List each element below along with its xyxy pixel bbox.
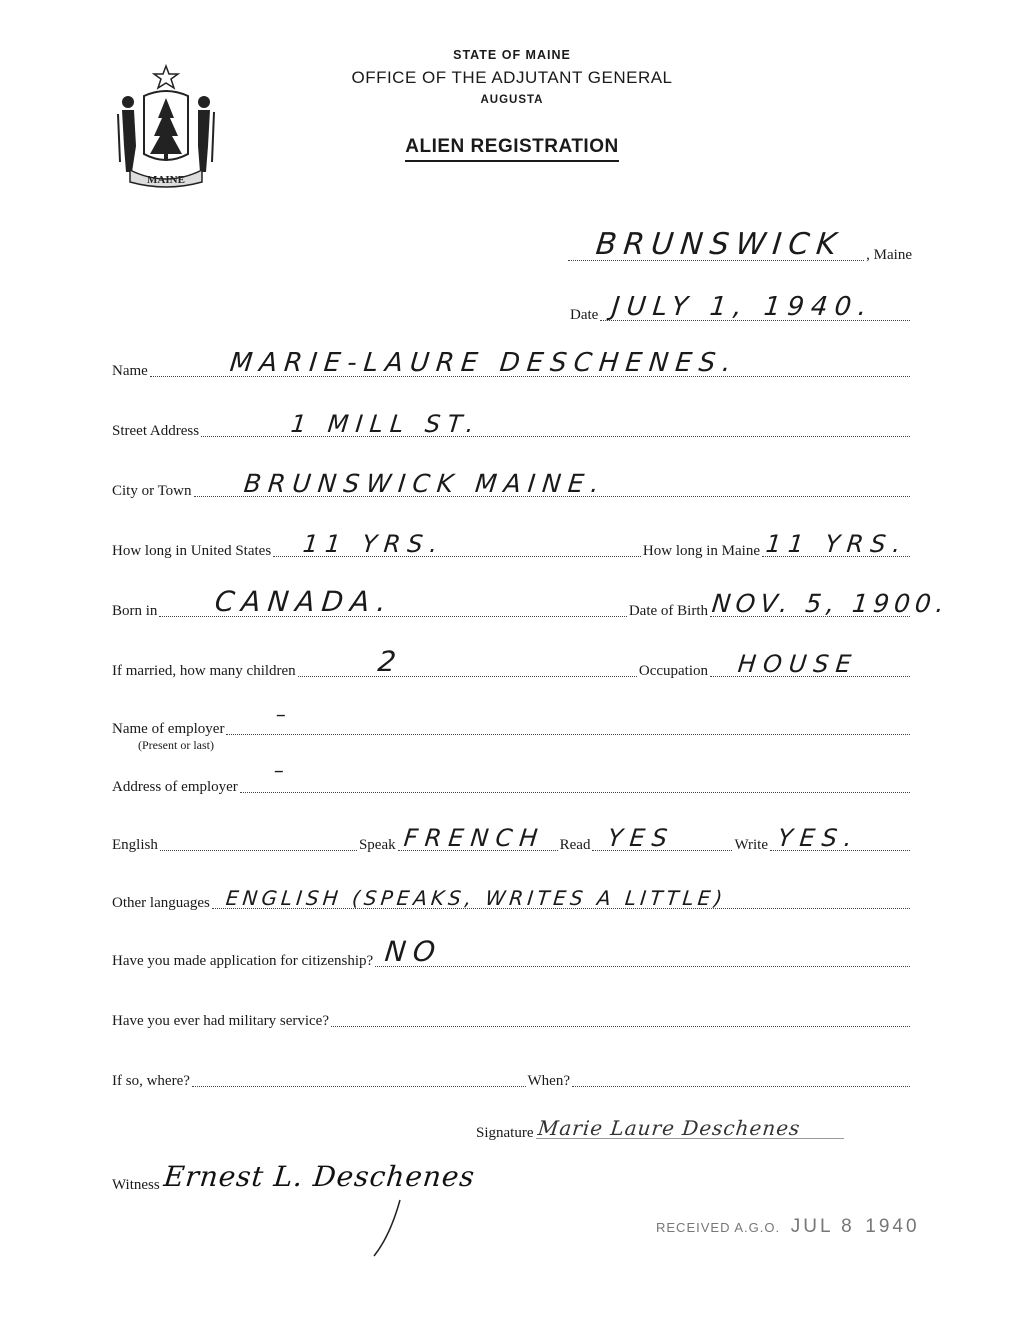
date-of-birth-value: NOV. 5, 1900.: [710, 589, 951, 618]
occupation-label: Occupation: [638, 663, 708, 679]
how-long-us-field[interactable]: [273, 530, 641, 558]
english-row: [112, 824, 912, 856]
other-languages-field[interactable]: [212, 886, 910, 909]
street-field[interactable]: [201, 410, 910, 438]
stamp-date: JUL 8: [790, 1216, 855, 1237]
read-label: Read: [559, 837, 591, 853]
witness-field[interactable]: [162, 1160, 520, 1193]
occupation-value: HOUSE: [736, 650, 860, 678]
city-field[interactable]: [194, 469, 910, 498]
city-value: BRUNSWICK MAINE.: [241, 469, 607, 498]
employer-address-row: [112, 758, 912, 798]
name-field[interactable]: [150, 348, 910, 378]
office-heading: OFFICE OF THE ADJUTANT GENERAL: [351, 68, 673, 87]
english-label: English: [112, 837, 158, 853]
other-languages-row: [112, 888, 912, 914]
where-label: If so, where?: [112, 1073, 190, 1089]
form-title: ALIEN REGISTRATION: [405, 136, 618, 162]
received-stamp: [656, 1216, 920, 1238]
svg-text:MAINE: MAINE: [147, 174, 185, 186]
city-label: City or Town: [112, 483, 192, 499]
residency-row: [112, 530, 912, 562]
other-languages-value: ENGLISH (SPEAKS, WRITES A LITTLE): [224, 886, 728, 910]
signature-field[interactable]: [536, 1116, 845, 1139]
how-long-us-value: 11 YRS.: [301, 530, 447, 558]
english-blank[interactable]: [160, 828, 357, 851]
location-suffix: , Maine: [866, 247, 912, 263]
employer-name-row: [112, 702, 912, 740]
write-value: YES.: [776, 824, 861, 852]
military-field[interactable]: [331, 1004, 910, 1027]
children-label: If married, how many children: [112, 663, 296, 679]
street-row: [112, 410, 912, 442]
date-row: [570, 292, 912, 326]
date-value: JULY 1, 1940.: [610, 292, 876, 322]
how-long-us-label: How long in United States: [112, 543, 272, 559]
citizenship-row: [112, 935, 912, 972]
how-long-maine-label: How long in Maine: [642, 543, 760, 559]
street-value: 1 MILL ST.: [289, 410, 483, 438]
children-field[interactable]: [298, 645, 637, 678]
other-languages-label: Other languages: [112, 895, 210, 911]
street-label: Street Address: [112, 423, 200, 439]
how-long-maine-value: 11 YRS.: [764, 530, 909, 558]
stamp-year: 1940: [865, 1216, 920, 1237]
location-field[interactable]: [568, 227, 864, 262]
employer-address-label: Address of employer: [112, 779, 238, 795]
employer-address-value: –: [272, 758, 293, 782]
speak-value: FRENCH: [402, 824, 546, 852]
employer-name-field[interactable]: [226, 702, 910, 735]
when-label: When?: [527, 1073, 570, 1089]
occupation-field[interactable]: [710, 650, 910, 678]
employer-name-value: –: [275, 702, 295, 726]
where-field[interactable]: [192, 1064, 526, 1087]
form-header: [0, 48, 1024, 162]
date-of-birth-field[interactable]: [710, 589, 951, 618]
witness-row: [112, 1160, 522, 1196]
name-value: MARIE-LAURE DESCHENES.: [228, 348, 739, 378]
stamp-prefix: RECEIVED A.G.O.: [656, 1220, 781, 1235]
family-row: [112, 645, 912, 682]
military-row: [112, 1006, 912, 1032]
signature-row: [476, 1118, 846, 1144]
signature-value: Marie Laure Deschenes: [536, 1116, 802, 1140]
read-value: YES: [606, 824, 676, 852]
location-row: [566, 227, 912, 266]
date-label: Date: [570, 307, 599, 323]
city-row: [112, 469, 912, 502]
born-in-label: Born in: [112, 603, 158, 619]
citizenship-label: Have you made application for citizenship?: [112, 953, 374, 969]
read-field[interactable]: [592, 824, 732, 852]
city-heading: AUGUSTA: [480, 94, 544, 106]
employer-name-sublabel: (Present or last): [138, 738, 214, 752]
witness-label: Witness: [112, 1177, 160, 1193]
location-value: BRUNSWICK: [594, 227, 845, 262]
how-long-maine-field[interactable]: [762, 530, 910, 558]
write-label: Write: [734, 837, 768, 853]
speak-label: Speak: [358, 837, 396, 853]
write-field[interactable]: [770, 824, 910, 852]
pen-stroke: [360, 1196, 420, 1266]
citizenship-field[interactable]: [375, 935, 910, 968]
employer-name-label: Name of employer: [112, 721, 225, 737]
service-row: [112, 1066, 912, 1092]
signature-label: Signature: [476, 1125, 534, 1141]
born-in-field[interactable]: [159, 585, 626, 618]
birth-row: [112, 585, 951, 622]
when-field[interactable]: [572, 1064, 910, 1087]
date-of-birth-label: Date of Birth: [628, 603, 708, 619]
citizenship-value: NO: [383, 935, 444, 968]
born-in-value: CANADA.: [213, 585, 396, 618]
employer-address-field[interactable]: [240, 758, 910, 793]
military-label: Have you ever had military service?: [112, 1013, 329, 1029]
name-label: Name: [112, 363, 148, 379]
name-row: [112, 348, 912, 382]
witness-value: Ernest L. Deschenes: [162, 1160, 477, 1193]
speak-field[interactable]: [398, 824, 558, 852]
date-field[interactable]: [600, 292, 910, 322]
state-heading: STATE OF MAINE: [453, 48, 571, 62]
children-value: 2: [375, 645, 405, 678]
